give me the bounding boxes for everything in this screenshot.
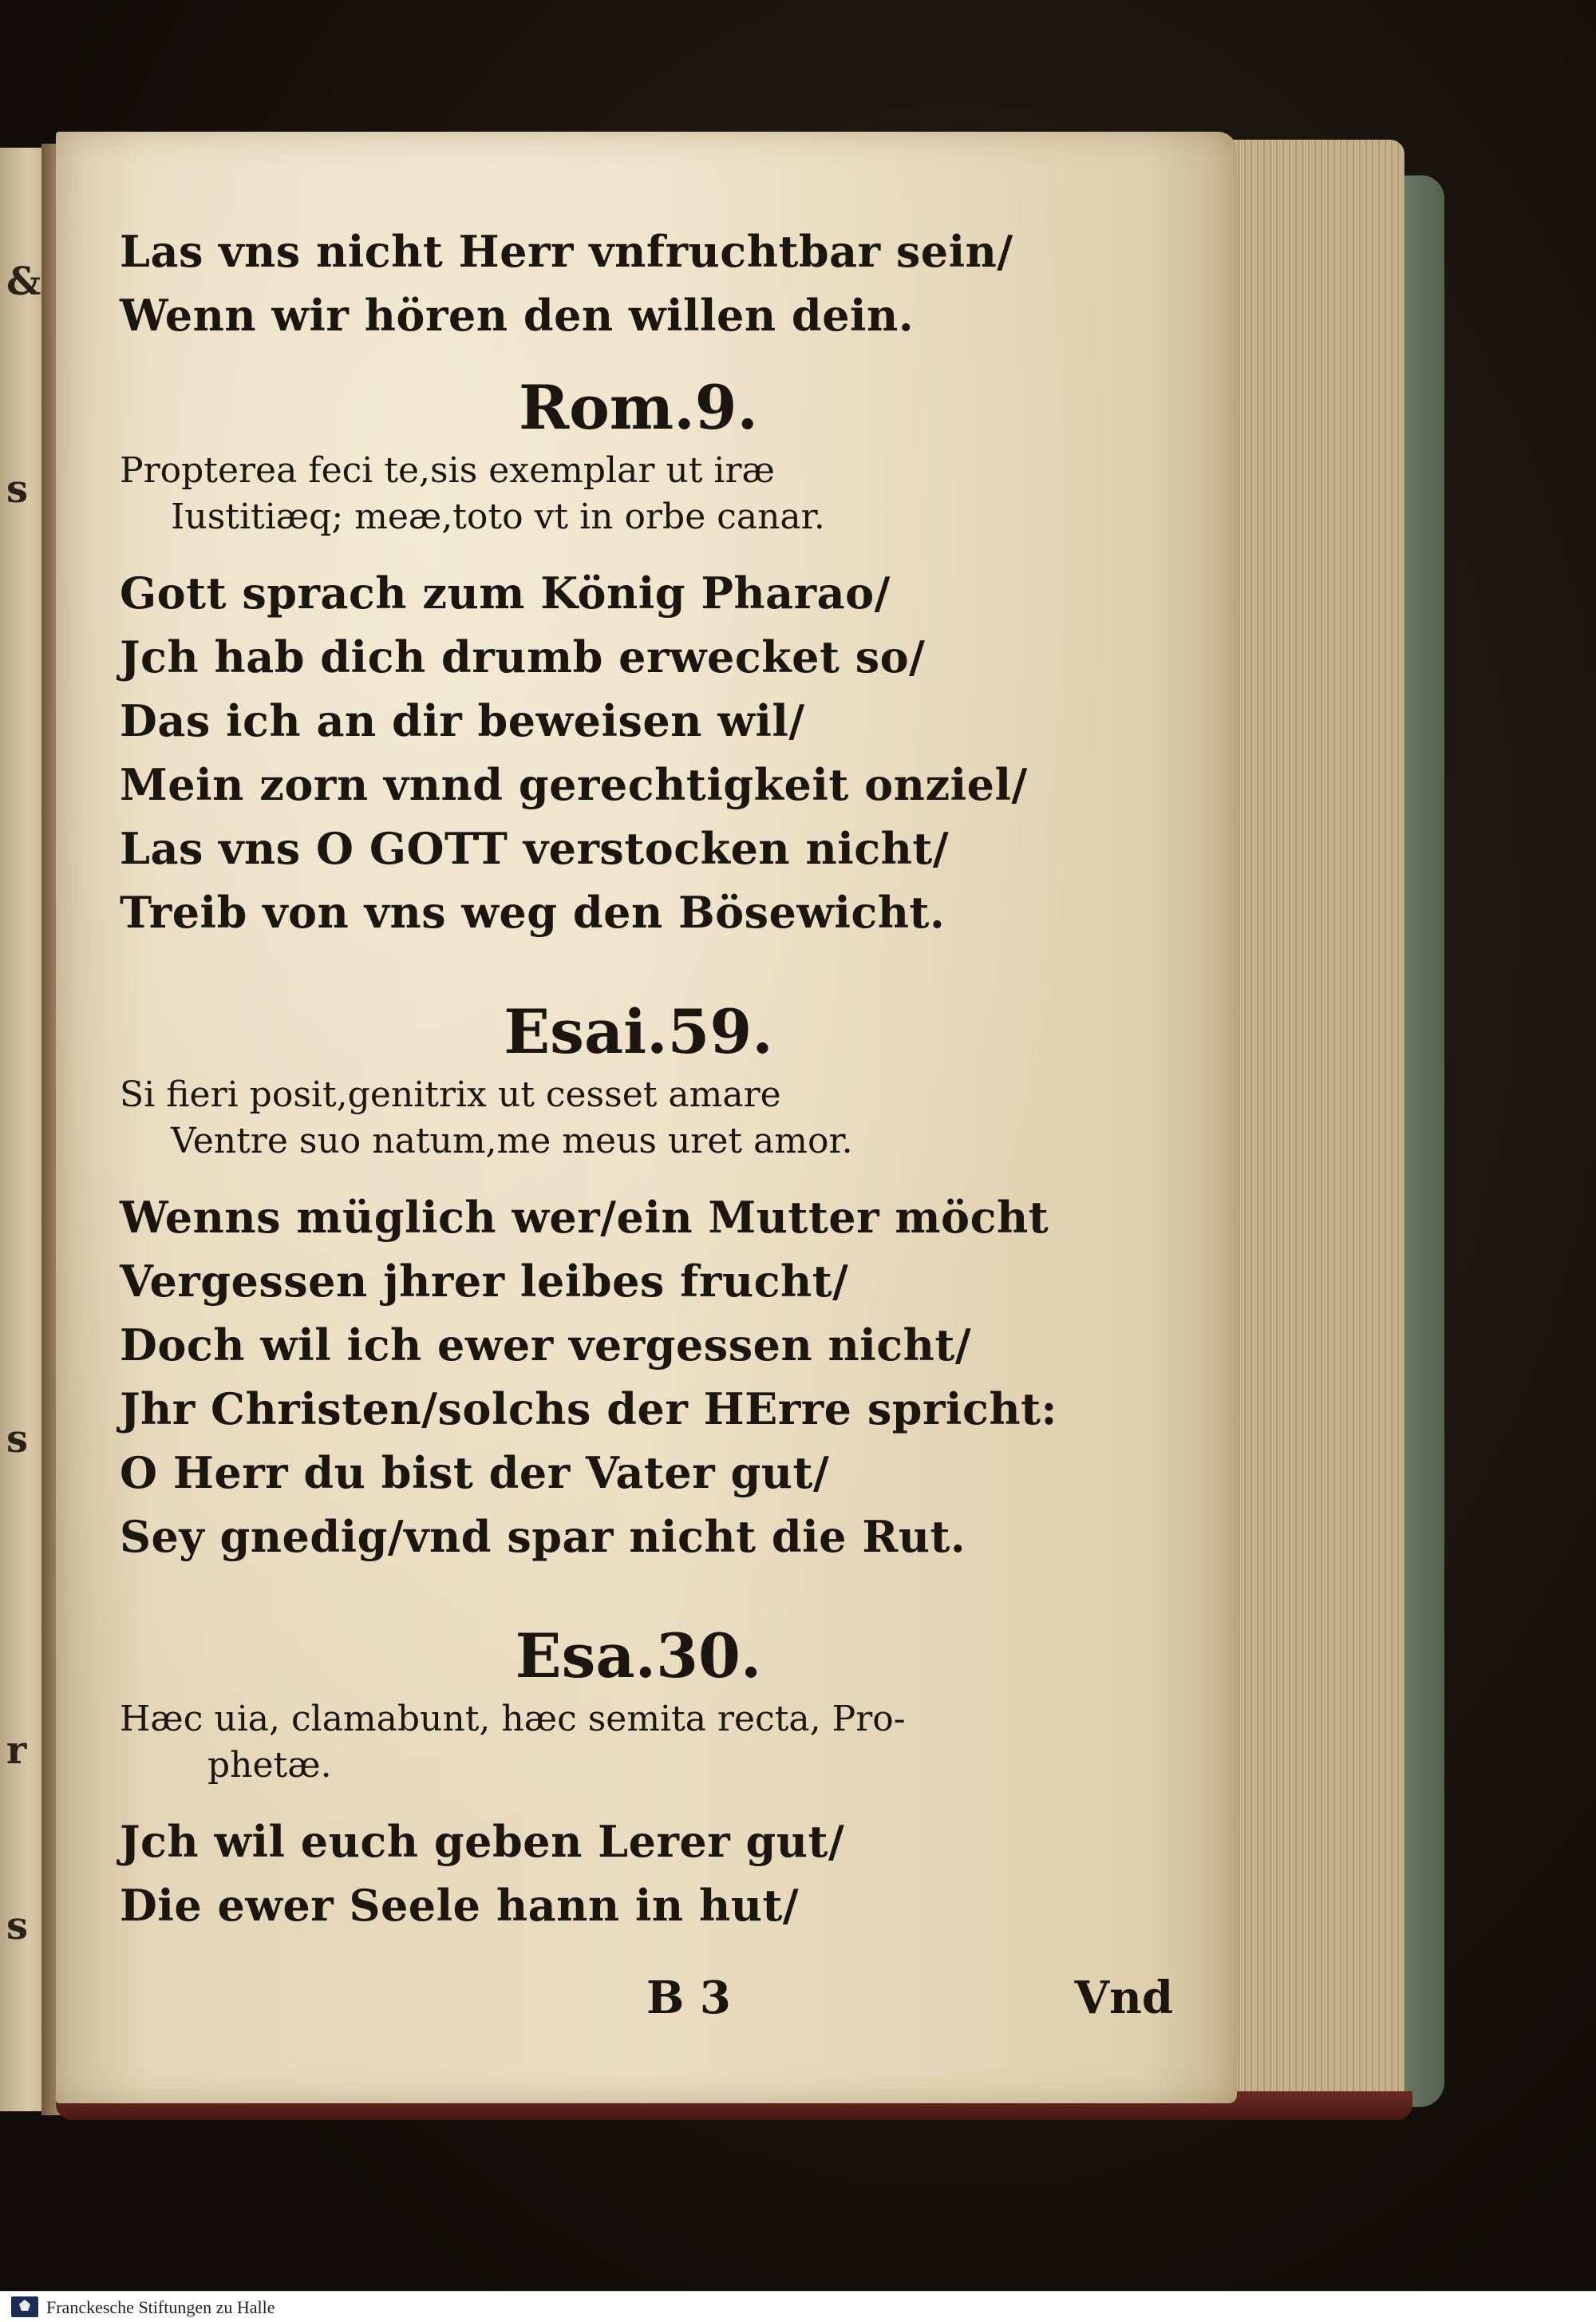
left-page-glyph: s [6,467,29,512]
verse-line: Gott sprach zum König Pharao/ [120,568,891,619]
verse-line: Die ewer Seele hann in hut/ [120,1880,800,1931]
verse-line: Wenns müglich wer/ein Mutter möcht [120,1192,1049,1243]
page-text [120,220,1173,2024]
latin-line: Hæc uia, clamabunt, hæc semita recta, Pro- [120,1699,906,1739]
footer-bar [0,2291,1596,2322]
verse-line: Mein zorn vnnd gerechtigkeit onziel/ [120,759,1028,810]
verse-line: Vergessen jhrer leibes frucht/ [120,1256,849,1307]
latin-line: Iustitiæq; meæ,toto vt in orbe canar. [171,496,825,537]
verse-line: Sey gnedig/vnd spar nicht die Rut. [120,1511,966,1562]
section-heading: Esai.59. [504,996,773,1067]
institution-logo-icon [11,2296,38,2317]
verse-line: Jch wil euch geben Lerer gut/ [120,1816,845,1867]
institution-name: Franckesche Stiftungen zu Halle [46,2297,275,2317]
book-page [56,132,1237,2103]
left-facing-page [0,148,44,2111]
page-block-edge [1229,140,1404,2119]
section-heading: Esa.30. [515,1620,762,1691]
verse-line: Wenn wir hören den willen dein. [120,290,915,341]
verse-line: Jhr Christen/solchs der HErre spricht: [120,1383,1057,1434]
latin-line: phetæ. [207,1745,332,1786]
latin-line: Ventre suo natum,me meus uret amor. [171,1121,853,1161]
left-page-glyph: & [6,259,41,304]
latin-line: Propterea feci te,sis exemplar ut iræ [120,450,775,491]
verse-line: Treib von vns weg den Bösewicht. [120,887,946,938]
section-heading: Rom.9. [518,372,759,443]
left-page-glyph: r [6,1728,27,1773]
signature-mark: B 3 [646,1972,731,2024]
left-page-glyph: s [6,1904,29,1948]
left-page-glyph: s [6,1417,29,1462]
verse-line: Doch wil ich ewer vergessen nicht/ [120,1319,972,1371]
latin-line: Si fieri posit,genitrix ut cesset amare [120,1074,781,1115]
page-footer [120,1972,1173,2035]
verse-line: Las vns O GOTT verstocken nicht/ [120,823,950,874]
verse-line: Jch hab dich drumb erwecket so/ [120,631,926,682]
catchword: Vnd [1074,1972,1173,2024]
verse-line: O Herr du bist der Vater gut/ [120,1447,830,1498]
verse-line: Las vns nicht Herr vnfruchtbar sein/ [120,226,1013,277]
verse-line: Das ich an dir beweisen wil/ [120,695,805,746]
